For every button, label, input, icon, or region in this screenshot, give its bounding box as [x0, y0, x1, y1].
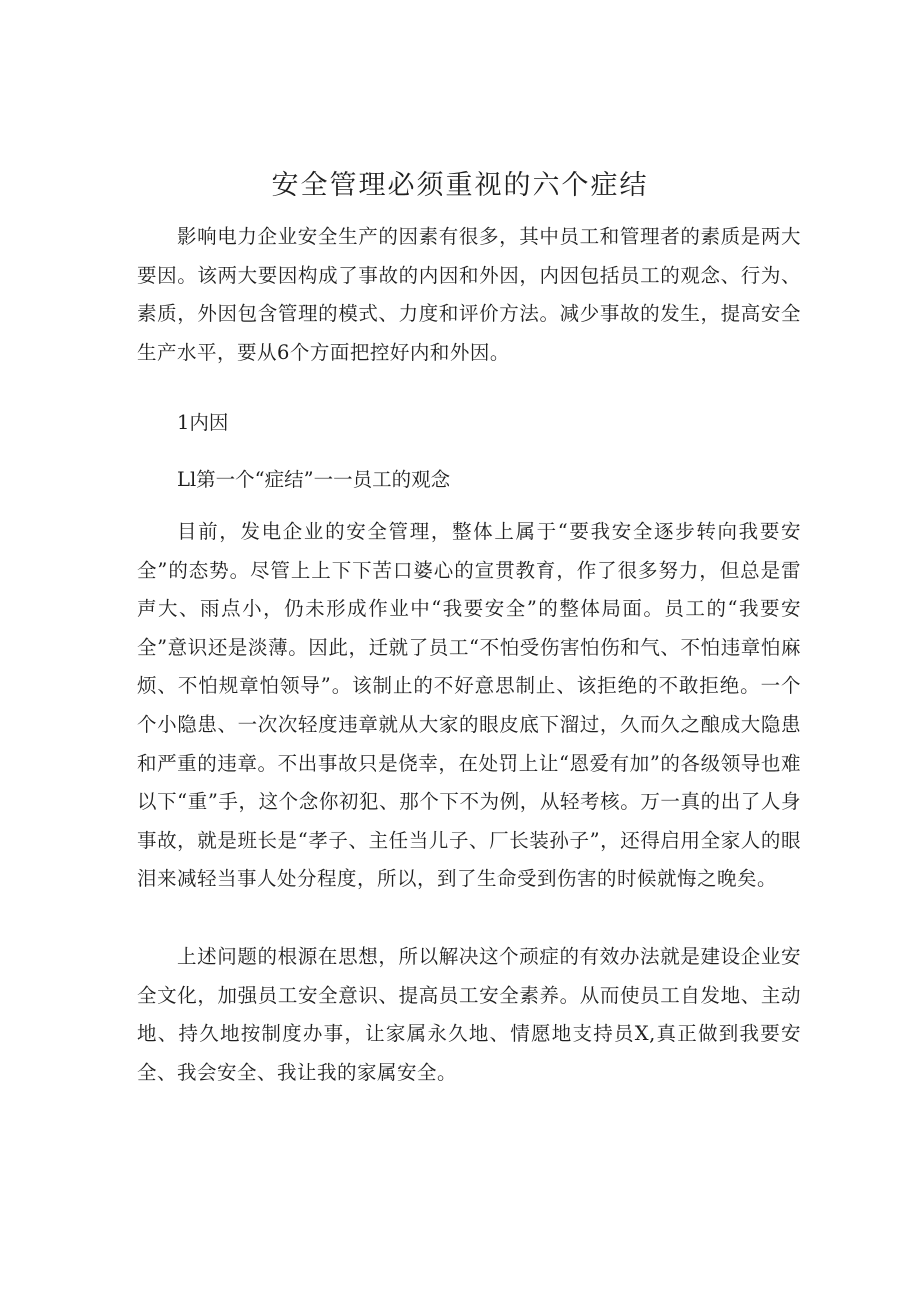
body-paragraph-1: 目前，发电企业的安全管理，整体上属于“要我安全逐步转向我要安全”的态势。尽管上上下下苦口婆心的宣贯教育，作了很多努力，但总是雷声大、雨点小，仍未形成作业中“我要安全”的整体局面。员工的“我要安全”意识还是淡薄。因此，迁就了员工“不怕受伤害怕伤和气、不怕违章怕麻烦、不怕规章怕领导”。该制止的不好意思制止、该拒绝的不敢拒绝。一个个小隐患、一次次轻度违章就从大家的眼皮底下溜过，久而久之酿成大隐患和严重的违章。不出事故只是侥幸，在处罚上让“恩爱有加”的各级领导也难以下“重”手，这个念你初犯、那个下不为例，从轻考核。万一真的出了人身事故，就是班长是“孝子、主任当儿子、厂长装孙子”，还得启用全家人的眼泪来减轻当事人处分程度，所以，到了生命受到伤害的时候就悔之晚矣。	[137, 520, 801, 891]
section-heading: 1内因	[177, 411, 229, 434]
body-paragraph-2: 上述问题的根源在思想，所以解决这个顽症的有效办法就是建设企业安全文化，加强员工安全意识、提高员工安全素养。从而使员工自发地、主动地、持久地按制度办事，让家属永久地、情愿地支持员X,真正做到我要安全、我会安全、我让我的家属安全。	[137, 945, 801, 1084]
document-title: 安全管理必须重视的六个症结	[271, 170, 649, 201]
intro-paragraph: 影响电力企业安全生产的因素有很多，其中员工和管理者的素质是两大要因。该两大要因构成了事故的内因和外因，内因包括员工的观念、行为、素质，外因包含管理的模式、力度和评价方法。减少事故的发生，提高安全生产水平，要从6个方面把控好内和外因。	[137, 225, 801, 364]
subsection-heading: Ll第一个“症结”一一员工的观念	[177, 468, 451, 491]
